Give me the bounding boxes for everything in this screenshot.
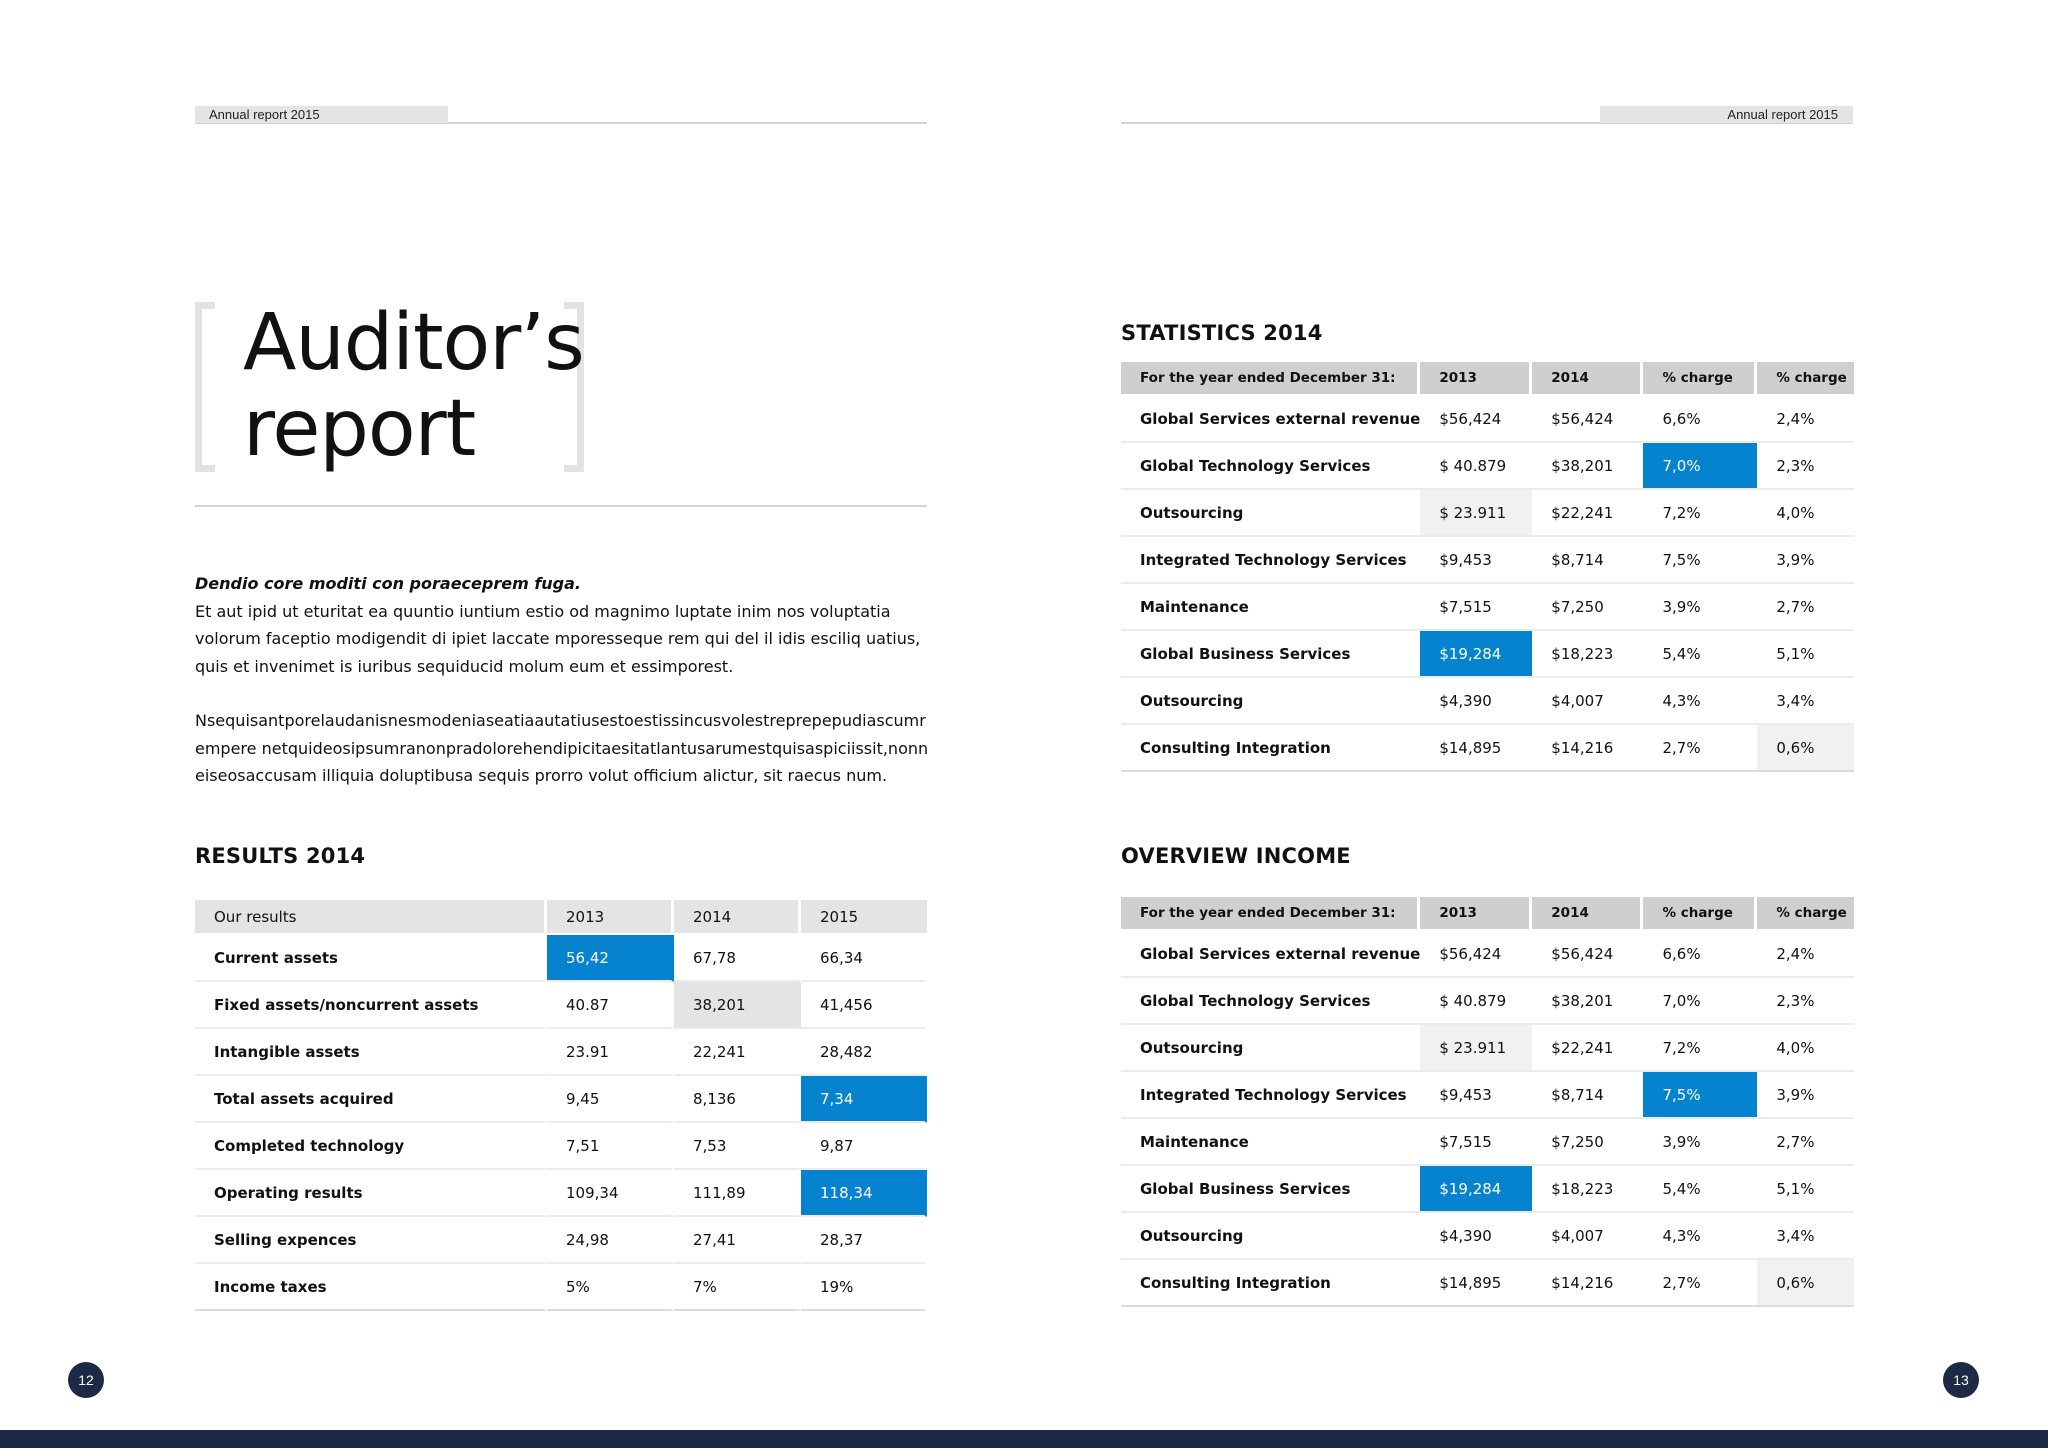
overview-cell: 3,4% [1757, 1213, 1854, 1260]
overview-cell: $8,714 [1532, 1072, 1643, 1119]
statistics-table [1121, 362, 1854, 772]
results-row-label: Income taxes [195, 1264, 547, 1311]
statistics-header-cell: % charge [1643, 362, 1757, 396]
table-row [195, 935, 927, 982]
overview-cell: 5,1% [1757, 1166, 1854, 1213]
page-title [243, 300, 584, 472]
overview-cell: $22,241 [1532, 1025, 1643, 1072]
table-row [1121, 931, 1854, 978]
results-cell: 111,89 [674, 1170, 801, 1217]
results-cell: 28,37 [801, 1217, 927, 1264]
statistics-cell: 7,2% [1643, 490, 1757, 537]
statistics-header-cell: 2013 [1420, 362, 1532, 396]
statistics-row-label: Outsourcing [1121, 678, 1420, 725]
table-row [195, 1076, 927, 1123]
statistics-row-label: Global Business Services [1121, 631, 1420, 678]
table-row [1121, 1072, 1854, 1119]
table-row [1121, 1260, 1854, 1307]
results-cell: 56,42 [547, 935, 674, 982]
table-row [1121, 537, 1854, 584]
results-cell: 66,34 [801, 935, 927, 982]
results-header-cell: 2013 [547, 900, 674, 935]
overview-cell: 5,4% [1643, 1166, 1757, 1213]
statistics-cell: 2,4% [1757, 396, 1854, 443]
statistics-row-label: Global Technology Services [1121, 443, 1420, 490]
results-cell: 7,51 [547, 1123, 674, 1170]
table-row [1121, 490, 1854, 537]
results-table [195, 900, 927, 1311]
statistics-cell: $19,284 [1420, 631, 1532, 678]
footer-bar [0, 1430, 2048, 1448]
title-rule [195, 505, 927, 507]
overview-cell: $14,895 [1420, 1260, 1532, 1307]
statistics-cell: $4,007 [1532, 678, 1643, 725]
statistics-cell: $18,223 [1532, 631, 1643, 678]
table-row [1121, 978, 1854, 1025]
intro-paragraph-1: Et aut ipid ut eturitat ea quuntio iuntium estio od magnimo luptate inim nos voluptatia volorum faceptio modigendit di ipiet laccate mporesseque rem qui del il idis esciliq uatius, quis et invenimet is iuribus sequiducid molum eum et essimporest. [195, 601, 921, 676]
header-tab-right [1600, 106, 1853, 123]
table-row [195, 1029, 927, 1076]
table-row [1121, 443, 1854, 490]
results-cell: 7,53 [674, 1123, 801, 1170]
table-row [1121, 396, 1854, 443]
overview-cell: $14,216 [1532, 1260, 1643, 1307]
statistics-cell: 3,4% [1757, 678, 1854, 725]
results-row-label: Intangible assets [195, 1029, 547, 1076]
results-row-label: Completed technology [195, 1123, 547, 1170]
results-cell: 67,78 [674, 935, 801, 982]
overview-row-label: Outsourcing [1121, 1213, 1420, 1260]
overview-cell: $19,284 [1420, 1166, 1532, 1213]
table-row [1121, 678, 1854, 725]
results-cell: 5% [547, 1264, 674, 1311]
table-row [1121, 631, 1854, 678]
table-row [195, 1217, 927, 1264]
results-cell: 7% [674, 1264, 801, 1311]
overview-cell: $18,223 [1532, 1166, 1643, 1213]
statistics-cell: 2,7% [1757, 584, 1854, 631]
page-number-right: 13 [1943, 1362, 1979, 1398]
table-row [1121, 584, 1854, 631]
overview-cell: 3,9% [1757, 1072, 1854, 1119]
overview-header-cell: For the year ended December 31: [1121, 897, 1420, 931]
overview-cell: $7,515 [1420, 1119, 1532, 1166]
overview-row-label: Global Services external revenue [1121, 931, 1420, 978]
overview-cell: $56,424 [1532, 931, 1643, 978]
results-cell: 24,98 [547, 1217, 674, 1264]
title-bracket-left [195, 302, 215, 472]
overview-table [1121, 897, 1854, 1307]
statistics-cell: 3,9% [1643, 584, 1757, 631]
overview-header-cell: % charge [1643, 897, 1757, 931]
table-row [195, 1123, 927, 1170]
results-cell: 118,34 [801, 1170, 927, 1217]
statistics-row-label: Outsourcing [1121, 490, 1420, 537]
overview-cell: 7,2% [1643, 1025, 1757, 1072]
statistics-cell: $14,895 [1420, 725, 1532, 772]
statistics-cell: $7,515 [1420, 584, 1532, 631]
results-cell: 23.91 [547, 1029, 674, 1076]
page-number-left: 12 [68, 1362, 104, 1398]
statistics-cell: 3,9% [1757, 537, 1854, 584]
results-cell: 38,201 [674, 982, 801, 1029]
results-cell: 9,45 [547, 1076, 674, 1123]
overview-row-label: Global Business Services [1121, 1166, 1420, 1213]
overview-cell: 3,9% [1643, 1119, 1757, 1166]
results-row-label: Operating results [195, 1170, 547, 1217]
statistics-cell: $56,424 [1532, 396, 1643, 443]
statistics-cell: $22,241 [1532, 490, 1643, 537]
overview-cell: $4,390 [1420, 1213, 1532, 1260]
statistics-header-row [1121, 362, 1854, 396]
statistics-cell: $9,453 [1420, 537, 1532, 584]
results-cell: 22,241 [674, 1029, 801, 1076]
results-title: RESULTS 2014 [195, 844, 366, 868]
overview-cell: 6,6% [1643, 931, 1757, 978]
results-row-label: Fixed assets/noncurrent assets [195, 982, 547, 1029]
statistics-row-label: Integrated Technology Services [1121, 537, 1420, 584]
statistics-cell: 4,3% [1643, 678, 1757, 725]
overview-cell: 2,7% [1643, 1260, 1757, 1307]
statistics-title: STATISTICS 2014 [1121, 321, 1323, 345]
statistics-cell: 2,3% [1757, 443, 1854, 490]
overview-cell: 2,3% [1757, 978, 1854, 1025]
statistics-header-cell: For the year ended December 31: [1121, 362, 1420, 396]
results-cell: 19% [801, 1264, 927, 1311]
statistics-header-cell: 2014 [1532, 362, 1643, 396]
overview-row-label: Global Technology Services [1121, 978, 1420, 1025]
table-row [1121, 1025, 1854, 1072]
results-cell: 40.87 [547, 982, 674, 1029]
overview-cell: $4,007 [1532, 1213, 1643, 1260]
statistics-cell: 0,6% [1757, 725, 1854, 772]
table-row [195, 982, 927, 1029]
results-cell: 8,136 [674, 1076, 801, 1123]
results-cell: 109,34 [547, 1170, 674, 1217]
overview-row-label: Integrated Technology Services [1121, 1072, 1420, 1119]
overview-header-cell: 2014 [1532, 897, 1643, 931]
overview-cell: 0,6% [1757, 1260, 1854, 1307]
page-title-line2: report [243, 384, 476, 474]
page-title-line1: Auditor’s [243, 298, 584, 388]
results-cell: 41,456 [801, 982, 927, 1029]
results-cell: 27,41 [674, 1217, 801, 1264]
intro-lead: Dendio core moditi con poraeceprem fuga. [195, 574, 581, 593]
statistics-cell: 4,0% [1757, 490, 1854, 537]
statistics-cell: $8,714 [1532, 537, 1643, 584]
overview-row-label: Maintenance [1121, 1119, 1420, 1166]
statistics-row-label: Maintenance [1121, 584, 1420, 631]
statistics-header-cell: % charge [1757, 362, 1854, 396]
statistics-cell: $7,250 [1532, 584, 1643, 631]
table-row [1121, 725, 1854, 772]
overview-header-row [1121, 897, 1854, 931]
statistics-cell: $56,424 [1420, 396, 1532, 443]
overview-row-label: Consulting Integration [1121, 1260, 1420, 1307]
results-header-cell: 2014 [674, 900, 801, 935]
overview-cell: 4,0% [1757, 1025, 1854, 1072]
overview-header-cell: % charge [1757, 897, 1854, 931]
results-header-row [195, 900, 927, 935]
table-row [1121, 1213, 1854, 1260]
table-row [1121, 1166, 1854, 1213]
overview-cell: $56,424 [1420, 931, 1532, 978]
header-title-left: Annual report 2015 [209, 107, 320, 122]
overview-title: OVERVIEW INCOME [1121, 844, 1351, 868]
table-row [195, 1170, 927, 1217]
results-row-label: Selling expences [195, 1217, 547, 1264]
statistics-cell: 7,0% [1643, 443, 1757, 490]
statistics-cell: $ 40.879 [1420, 443, 1532, 490]
statistics-cell: 5,1% [1757, 631, 1854, 678]
results-cell: 7,34 [801, 1076, 927, 1123]
overview-cell: 4,3% [1643, 1213, 1757, 1260]
results-row-label: Total assets acquired [195, 1076, 547, 1123]
table-row [195, 1264, 927, 1311]
intro-text [195, 570, 930, 790]
statistics-row-label: Global Services external revenue [1121, 396, 1420, 443]
statistics-cell: $4,390 [1420, 678, 1532, 725]
overview-row-label: Outsourcing [1121, 1025, 1420, 1072]
statistics-cell: $38,201 [1532, 443, 1643, 490]
overview-cell: 2,4% [1757, 931, 1854, 978]
statistics-row-label: Consulting Integration [1121, 725, 1420, 772]
header-title-right: Annual report 2015 [1727, 107, 1838, 122]
statistics-cell: 6,6% [1643, 396, 1757, 443]
overview-cell: $7,250 [1532, 1119, 1643, 1166]
table-row [1121, 1119, 1854, 1166]
statistics-cell: 7,5% [1643, 537, 1757, 584]
overview-header-cell: 2013 [1420, 897, 1532, 931]
statistics-cell: 5,4% [1643, 631, 1757, 678]
results-row-label: Current assets [195, 935, 547, 982]
overview-cell: 7,5% [1643, 1072, 1757, 1119]
overview-cell: 2,7% [1757, 1119, 1854, 1166]
header-tab-left [195, 106, 448, 123]
statistics-cell: $ 23.911 [1420, 490, 1532, 537]
overview-cell: $9,453 [1420, 1072, 1532, 1119]
results-cell: 9,87 [801, 1123, 927, 1170]
overview-cell: $ 23.911 [1420, 1025, 1532, 1072]
statistics-cell: 2,7% [1643, 725, 1757, 772]
results-cell: 28,482 [801, 1029, 927, 1076]
statistics-cell: $14,216 [1532, 725, 1643, 772]
overview-cell: $ 40.879 [1420, 978, 1532, 1025]
results-header-cell: Our results [195, 900, 547, 935]
results-header-cell: 2015 [801, 900, 927, 935]
overview-cell: $38,201 [1532, 978, 1643, 1025]
overview-cell: 7,0% [1643, 978, 1757, 1025]
intro-paragraph-2: Nsequisantporelaudanisnesmodeniaseatiaautatiusestoestissincusvolestreprepepudiascumrempere netquideosipsumranonpradolorehendipicitaesitatlantusarumestquisaspiciissit,nonneiseosaccusam illiquia doluptibusa sequis prorro volut officium alictur, sit raecus num. [195, 711, 929, 785]
